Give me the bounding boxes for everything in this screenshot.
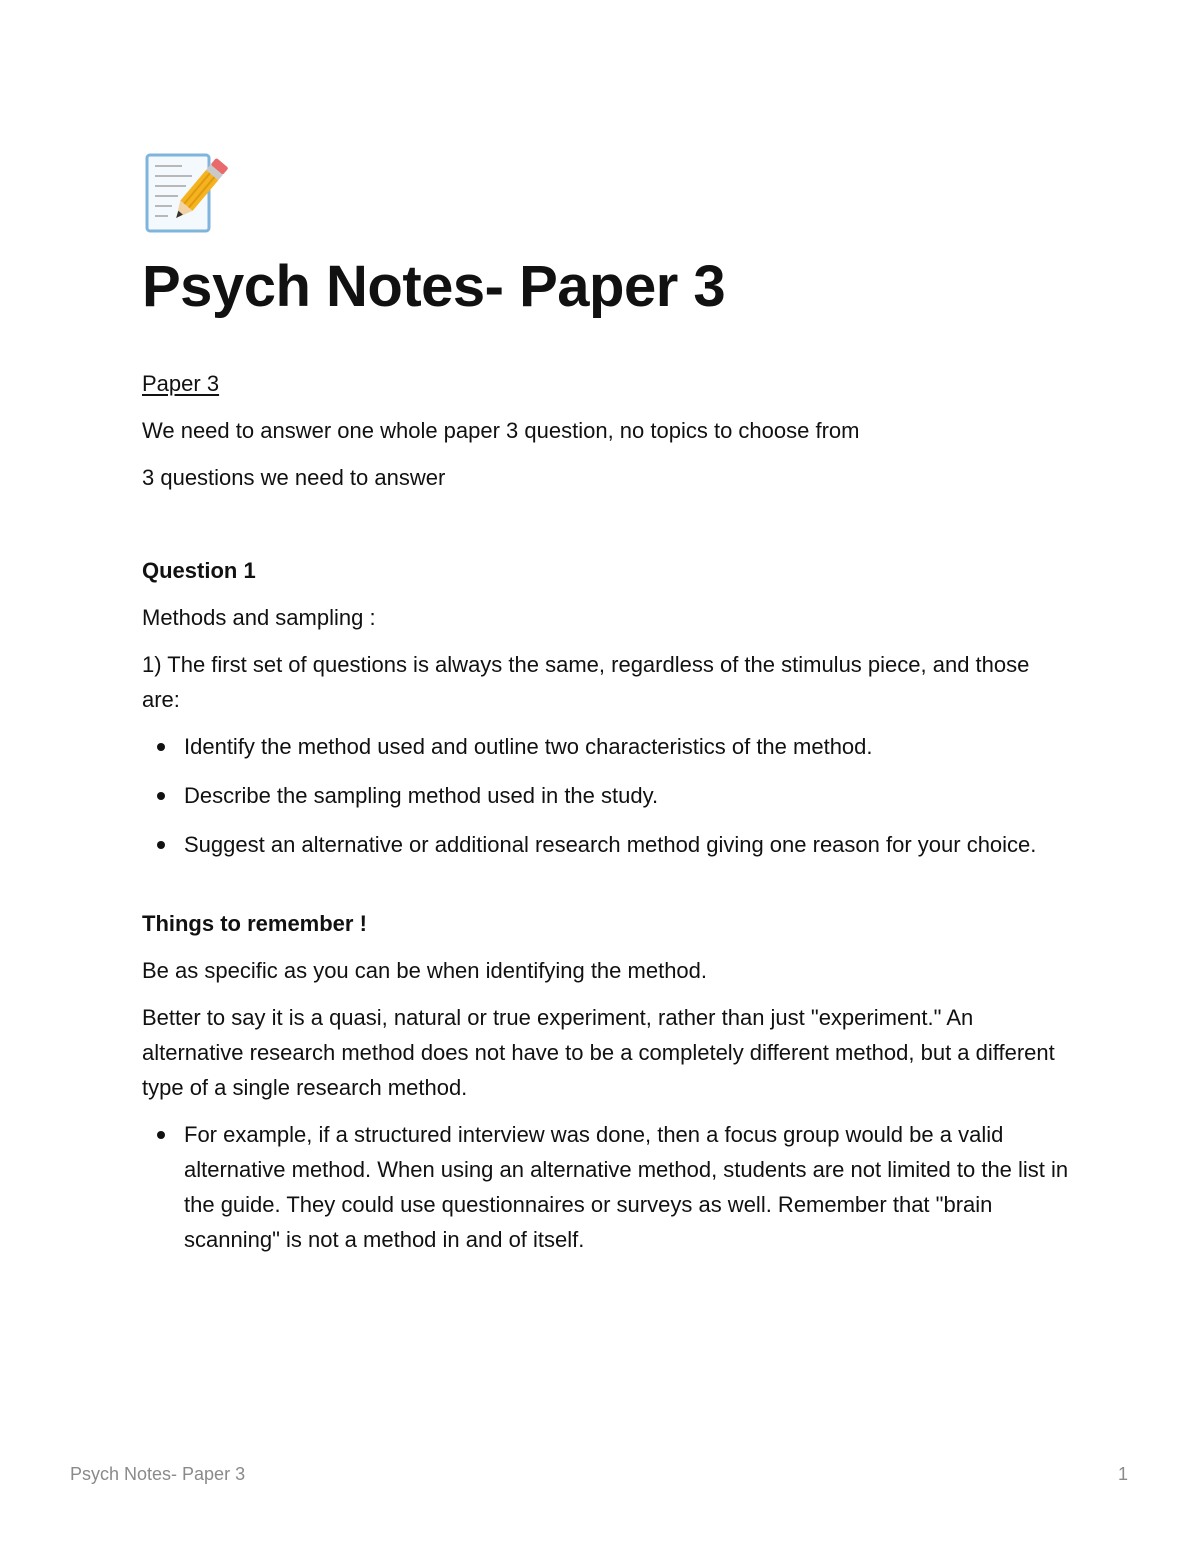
section-heading-paper-3: Paper 3 bbox=[142, 371, 220, 396]
document-body bbox=[142, 250, 1072, 1271]
intro-line-1: We need to answer one whole paper 3 question, no topics to choose from bbox=[142, 418, 860, 443]
question-1-description: 1) The first set of questions is always the same, regardless of the stimulus piece, and those are: bbox=[142, 652, 1030, 712]
list-item: Suggest an alternative or additional research method giving one reason for your choice. bbox=[142, 827, 1072, 862]
remember-bullet-list bbox=[142, 1117, 1072, 1257]
list-item: Identify the method used and outline two characteristics of the method. bbox=[142, 729, 1072, 764]
memo-pencil-icon bbox=[142, 152, 228, 234]
question-1-bullet-list bbox=[142, 729, 1072, 862]
remember-line-1: Be as specific as you can be when identifying the method. bbox=[142, 958, 708, 983]
page-number: 1 bbox=[1117, 1464, 1128, 1484]
remember-heading: Things to remember ! bbox=[142, 911, 367, 936]
list-item: Describe the sampling method used in the study. bbox=[142, 778, 1072, 813]
footer-title: Psych Notes- Paper 3 bbox=[70, 1464, 246, 1484]
remember-line-2: Better to say it is a quasi, natural or true experiment, rather than just "experiment." An alternative research method does not have to be a completely different method, but a different type of a single research method. bbox=[142, 1005, 1055, 1100]
question-1-heading: Question 1 bbox=[142, 558, 256, 583]
question-1-subheading: Methods and sampling : bbox=[142, 605, 376, 630]
list-item: For example, if a structured interview was done, then a focus group would be a valid alternative method. When using an alternative method, students are not limited to the list in the guide. They could use questionnaires or surveys as well. Remember that "brain scanning" is not a method in and of itself. bbox=[142, 1117, 1072, 1257]
page-title: Psych Notes- Paper 3 bbox=[142, 254, 726, 319]
intro-line-2: 3 questions we need to answer bbox=[142, 465, 446, 490]
